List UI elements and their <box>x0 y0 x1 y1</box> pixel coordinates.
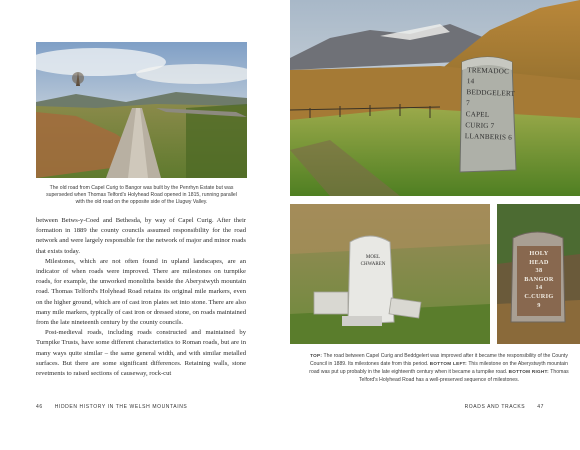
caption-line: with the old road on the opposite side of the Llugwy Valley. <box>75 199 208 206</box>
paragraph: Milestones, which are not often found in upland landscapes, are an indicator of when roads were improved. There are milestones on turnpike roads, for example, the unworked monoliths beside the Aberystwyth mountain road. Thomas Telford's Holyhead Road retains its original mile markers, even on the higher ground, which are of cast iron plates set into stone. There are also many mile markers, typically of cast iron or dressed stone, on roads maintained from the late nineteenth century by the county councils. <box>36 257 246 327</box>
running-title: HIDDEN HISTORY IN THE WELSH MOUNTAINS <box>54 404 188 410</box>
photo-milestone-bottom-left-image <box>290 204 490 344</box>
page-number: 46 <box>36 404 43 410</box>
right-footer <box>465 404 544 410</box>
milestone-bottom-right-inscription <box>515 250 563 310</box>
caption-line: superseded when Thomas Telford's Holyhead Road opened in 1815, running parallel <box>46 192 237 199</box>
photo-milestone-bottom-right <box>497 204 580 344</box>
running-title: ROADS AND TRACKS <box>464 404 526 410</box>
inscription-line: 14 <box>535 284 543 292</box>
body-text <box>36 216 246 379</box>
inscription-line: HEAD <box>529 258 549 266</box>
caption-text: This milestone on the Aberystwyth mountain road was put up probably in the late eighteenth century when it became a turnpike road. <box>309 361 568 376</box>
inscription-line: LLANBERIS 6 <box>464 132 513 142</box>
inscription-line: CAPEL CURIG 7 <box>465 110 495 131</box>
inscription-line: HOLY <box>529 250 549 257</box>
page-number: 47 <box>537 404 544 410</box>
caption-tag: BOTTOM LEFT: <box>429 361 467 367</box>
caption-line: The old road from Capel Curig to Bangor was built by the Penrhyn Estate but was <box>49 185 234 191</box>
inscription-line: C.CURIG <box>524 292 554 300</box>
milestone-top-inscription <box>465 65 516 144</box>
photo-old-road <box>36 42 247 178</box>
inscription-line: CHWAREN <box>360 262 386 267</box>
inscription-line: BEDDGELERT 7 <box>465 88 516 108</box>
inscription-line: 9 <box>537 301 541 309</box>
right-page <box>290 0 580 450</box>
inscription-line: TREMADOC 14 <box>466 66 510 86</box>
photo-milestone-top <box>290 0 580 196</box>
photo-milestone-top-image <box>290 0 580 196</box>
left-footer <box>36 404 187 410</box>
photo-milestone-bottom-left <box>290 204 490 344</box>
inscription-line: 38 <box>535 267 543 275</box>
caption-tag: BOTTOM RIGHT: <box>508 369 549 375</box>
photo-old-road-image <box>36 42 247 178</box>
caption-tag: TOP: <box>310 353 323 358</box>
caption-text: Thomas Telford's Holyhead Road has a well-preserved sequence of milestones. <box>358 369 569 383</box>
paragraph: between Betws-y-Coed and Bethesda, by way of Capel Curig. After their formation in 1889 the county councils assumed responsibility for the road network and were largely responsible for the network of major and minor roads that exists today. <box>36 217 246 255</box>
right-page-caption <box>308 352 570 384</box>
inscription-line: MOEL <box>365 255 381 260</box>
inscription-line: BANGOR <box>524 275 554 283</box>
paragraph: Post-medieval roads, including roads constructed and maintained by Turnpike Trusts, have some different characteristics to Roman roads, but are in many ways quite similar – the same general width, and with similar metalled surfaces. But there are some significant differences. Retaining walls, stone revetments to raised sections of causeway, rock-cut <box>36 329 246 378</box>
photo-old-road-caption <box>36 185 247 207</box>
caption-text: The road between Capel Curig and Beddgelert was improved after it became the responsibility of the County Council in 1889. Its milestones date from this period. <box>310 353 568 368</box>
milestone-bottom-left-inscription <box>352 254 394 268</box>
